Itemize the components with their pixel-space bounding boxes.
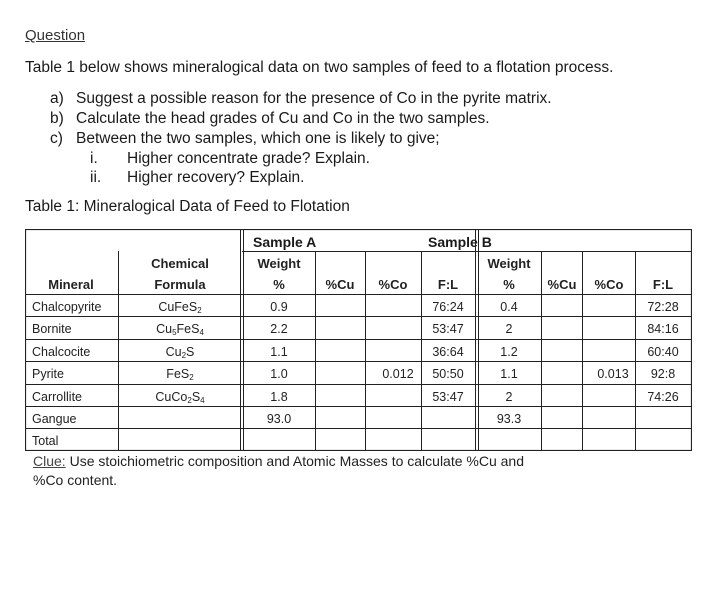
question-text: Between the two samples, which one is likely to give; (76, 130, 440, 147)
cell-b-weight: 1.2 (500, 345, 518, 359)
cell-a-weight: 0.9 (270, 300, 288, 314)
cell-mineral: Gangue (32, 412, 77, 426)
col-header-a-fl: F:L (437, 277, 459, 292)
cell-b-fl: 84:16 (647, 322, 679, 336)
subquestion-text: Higher concentrate grade? Explain. (127, 150, 370, 167)
cell-a-weight: 1.0 (270, 367, 288, 381)
cell-a-fl: 76:24 (432, 300, 464, 314)
cell-a-fl: 50:50 (432, 367, 464, 381)
col-header-b-cu: %Cu (547, 277, 577, 292)
cell-b-co: 0.013 (597, 367, 629, 381)
clue-label: Clue: (33, 453, 66, 469)
question-item (50, 109, 552, 129)
col-header-b-weight: Weight (487, 256, 531, 271)
col-header-chemical: Chemical (151, 256, 209, 271)
cell-formula: CuFeS$_2$ (158, 300, 202, 315)
col-header-b-co: %Co (594, 277, 624, 292)
question-list (50, 89, 552, 187)
question-item (50, 89, 552, 109)
cell-mineral: Chalcopyrite (32, 300, 102, 314)
question-heading: Question (25, 27, 86, 44)
cell-mineral: Bornite (32, 322, 72, 336)
col-header-a-weight: Weight (257, 256, 301, 271)
cell-mineral: Total (32, 434, 59, 448)
cell-b-weight: 93.3 (496, 412, 522, 426)
cell-mineral: Chalcocite (32, 345, 91, 359)
question-text: Suggest a possible reason for the presence of Co in the pyrite matrix. (76, 90, 552, 107)
col-header-mineral: Mineral (48, 277, 94, 292)
cell-formula: $Cu_5FeS_4$ (156, 322, 204, 337)
cell-b-fl: 74:26 (647, 390, 679, 404)
intro-text: Table 1 below shows mineralogical data on two samples of feed to a flotation process. (25, 59, 614, 76)
cell-a-fl: 53:47 (432, 322, 464, 336)
subquestion-number: i. (90, 150, 98, 167)
cell-formula: FeS$_2$ (166, 367, 194, 382)
subquestion-item (90, 149, 552, 168)
sample-b-header: Sample B (428, 234, 492, 250)
cell-a-co: 0.012 (382, 367, 414, 381)
cell-a-weight: 1.8 (270, 390, 288, 404)
sample-a-header: Sample A (253, 234, 317, 250)
cell-a-weight: 1.1 (270, 345, 288, 359)
cell-a-fl: 53:47 (432, 390, 464, 404)
col-header-formula: Formula (154, 277, 206, 292)
col-header-a-co: %Co (378, 277, 408, 292)
cell-formula: $CuCo_2S_4$ (155, 390, 205, 405)
col-header-b-weight-unit: % (503, 277, 515, 292)
cell-mineral: Pyrite (32, 367, 64, 381)
cell-b-fl: 60:40 (647, 345, 679, 359)
subquestion-item (90, 168, 552, 187)
cell-b-weight: 2 (505, 390, 513, 404)
question-letter: a) (50, 90, 64, 107)
col-header-a-weight-unit: % (273, 277, 285, 292)
cell-a-fl: 36:64 (432, 345, 464, 359)
table-grid-lines (25, 229, 692, 451)
cell-mineral: Carrollite (32, 390, 83, 404)
col-header-a-cu: %Cu (325, 277, 355, 292)
cell-b-weight: 0.4 (500, 300, 518, 314)
cell-b-fl: 72:28 (647, 300, 679, 314)
mineralogical-data-table (25, 229, 692, 451)
col-header-b-fl: F:L (652, 277, 674, 292)
cell-a-weight: 2.2 (270, 322, 288, 336)
question-text: Calculate the head grades of Cu and Co in the two samples. (76, 110, 490, 127)
question-letter: b) (50, 110, 64, 127)
clue-text: Use stoichiometric composition and Atomic Masses to calculate %Cu and %Co content. (33, 453, 525, 488)
cell-a-weight: 93.0 (266, 412, 292, 426)
cell-b-weight: 2 (505, 322, 513, 336)
cell-formula: $Cu_2S$ (165, 345, 195, 360)
question-letter: c) (50, 130, 63, 147)
subquestion-number: ii. (90, 169, 102, 186)
cell-b-weight: 1.1 (500, 367, 518, 381)
question-item (50, 129, 552, 149)
table-title: Table 1: Mineralogical Data of Feed to Flotation (25, 198, 350, 215)
clue-note (33, 452, 533, 490)
subquestion-text: Higher recovery? Explain. (127, 169, 305, 186)
cell-b-fl: 92:8 (650, 367, 676, 381)
